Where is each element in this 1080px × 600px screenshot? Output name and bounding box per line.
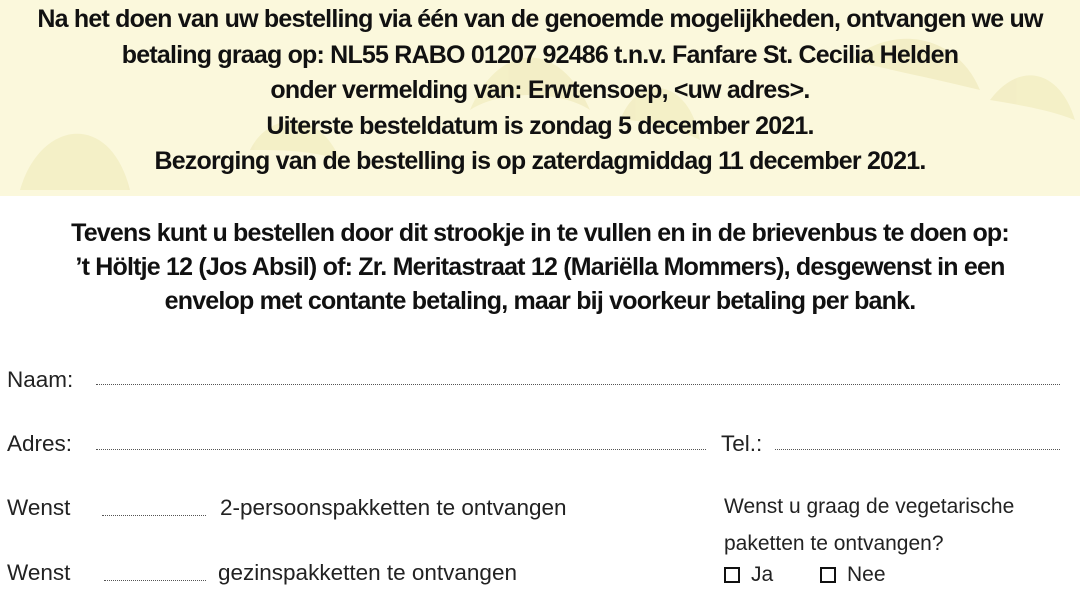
payment-line: Na het doen van uw bestelling via één van de genoemde mogelijkheden, ontvangen we uw [37, 5, 1043, 33]
address-label: Adres: [7, 431, 73, 456]
payment-line: betaling graag op: NL55 RABO 01207 92486 t.n.v. Fanfare St. Cecilia Helden [121, 40, 959, 69]
no-checkbox[interactable] [820, 567, 836, 583]
yes-checkbox[interactable] [724, 567, 740, 583]
no-label: Nee [847, 563, 886, 586]
phone-label: Tel.: [721, 431, 763, 456]
two-person-package-label: 2-persoonspakketten te ontvangen [220, 495, 567, 520]
family-quantity-field[interactable] [104, 580, 206, 581]
order-line: ’t Höltje 12 (Jos Absil) of: Zr. Meritastraat 12 (Mariëlla Mommers), desgewenst in een [75, 253, 1005, 281]
vegetarian-question: Wenst u graag de vegetarische [724, 495, 1015, 518]
payment-line: Uiterste besteldatum is zondag 5 december 2021. [266, 111, 814, 140]
order-line: envelop met contante betaling, maar bij voorkeur betaling per bank. [164, 287, 916, 315]
payment-instructions [0, 2, 1080, 180]
family-package-label: gezinspakketten te ontvangen [218, 560, 517, 585]
vegetarian-question: paketten te ontvangen? [724, 532, 944, 555]
address-field[interactable] [96, 449, 706, 450]
alternative-order-instructions [0, 216, 1080, 318]
order-line: Tevens kunt u bestellen door dit strookje in te vullen en in de brievenbus te doen op: [71, 219, 1009, 247]
phone-field[interactable] [775, 449, 1060, 450]
payment-line: onder vermelding van: Erwtensoep, <uw adres>. [270, 76, 810, 104]
yes-label: Ja [751, 563, 774, 586]
name-field[interactable] [96, 384, 1060, 385]
payment-line: Bezorging van de bestelling is op zaterdagmiddag 11 december 2021. [154, 147, 926, 175]
wish-label: Wenst [7, 560, 71, 585]
wish-label: Wenst [7, 495, 71, 520]
name-label: Naam: [7, 367, 74, 392]
two-person-quantity-field[interactable] [102, 515, 206, 516]
